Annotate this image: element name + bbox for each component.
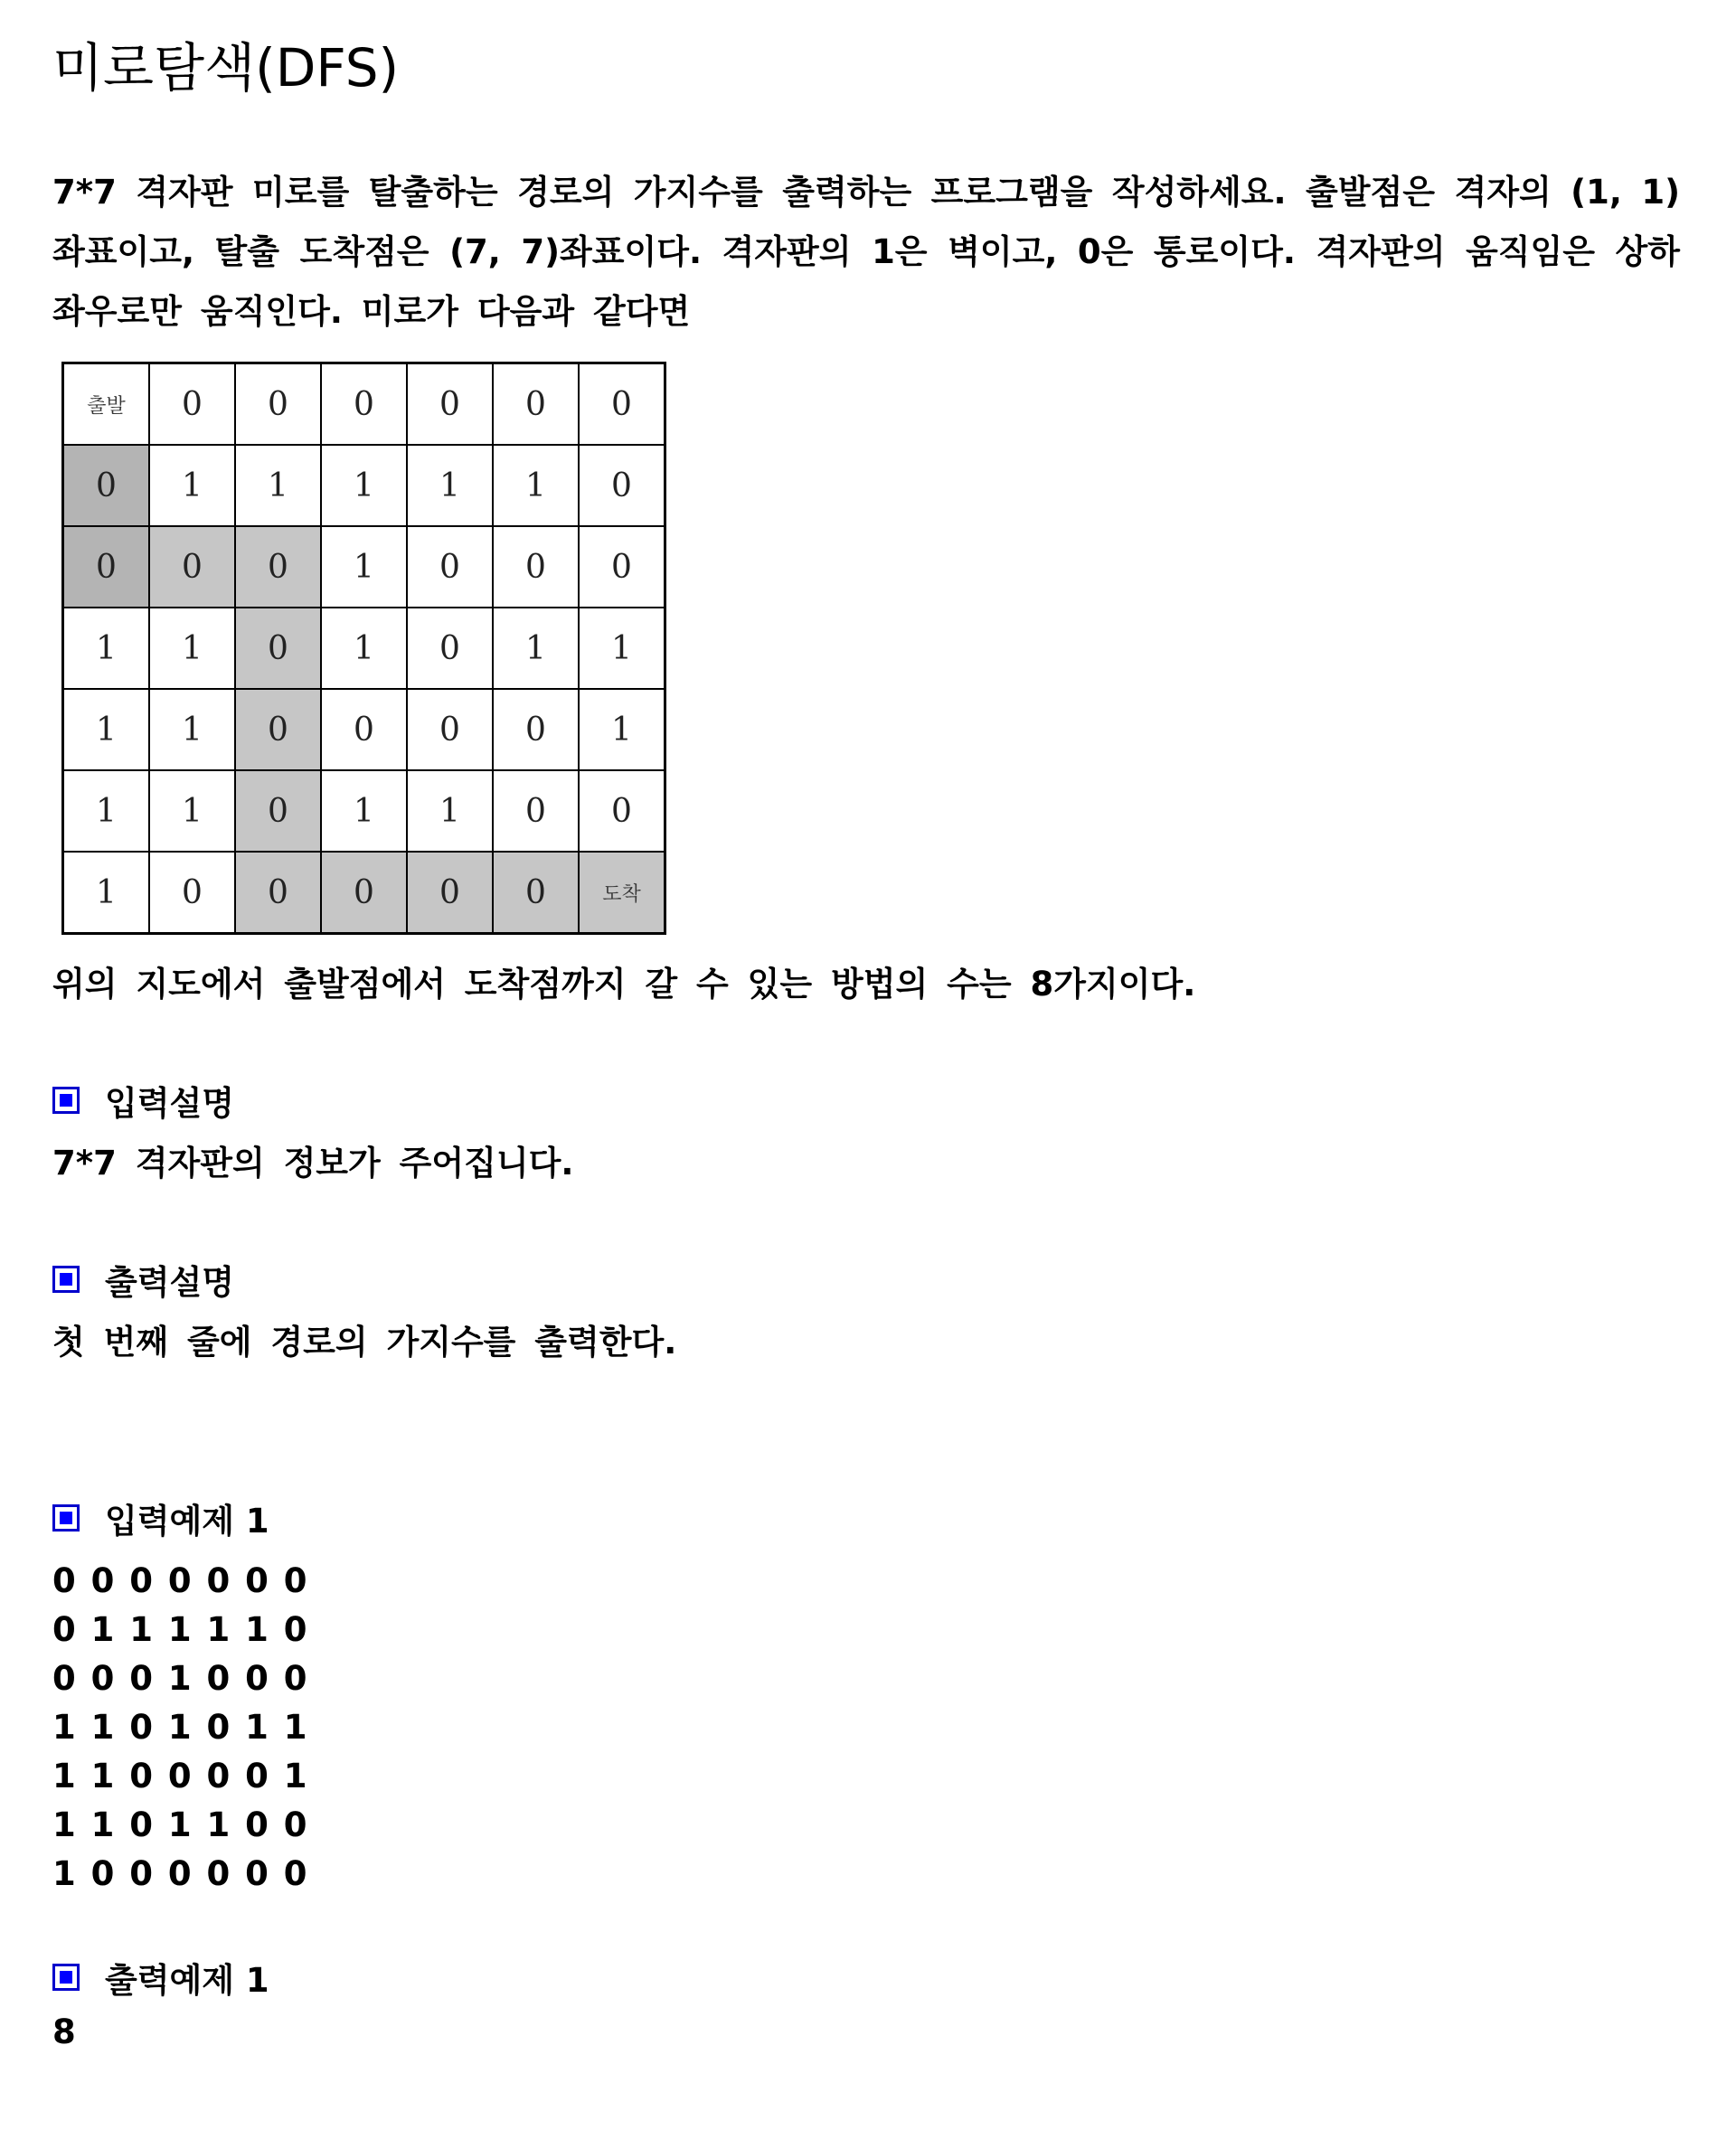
maze-cell: 0 <box>407 526 493 608</box>
blue-square-icon <box>52 1266 80 1293</box>
maze-cell: 0 <box>407 608 493 689</box>
maze-cell: 0 <box>407 852 493 934</box>
maze-row <box>63 852 665 934</box>
maze-cell: 0 <box>235 770 321 852</box>
maze-cell: 0 <box>235 608 321 689</box>
maze-cell: 0 <box>493 852 579 934</box>
blue-square-icon <box>52 1964 80 1991</box>
maze-cell: 0 <box>63 445 150 526</box>
maze-cell: 0 <box>149 852 235 934</box>
maze-cell: 1 <box>63 608 150 689</box>
maze-cell: 1 <box>63 770 150 852</box>
maze-cell: 0 <box>235 526 321 608</box>
maze-cell: 0 <box>493 770 579 852</box>
maze-cell: 0 <box>493 689 579 770</box>
input-example-heading <box>52 1494 269 1542</box>
maze-cell: 1 <box>321 526 407 608</box>
page-title: 미로탐색(DFS) <box>52 37 400 99</box>
maze-row <box>63 445 665 526</box>
maze-cell: 0 <box>63 526 150 608</box>
maze-cell: 1 <box>579 689 665 770</box>
maze-cell: 1 <box>407 770 493 852</box>
problem-description: 7*7 격자판 미로를 탈출하는 경로의 가지수를 출력하는 프로그램을 작성하세요. 출발점은 격자의 (1, 1) 좌표이고, 탈출 도착점은 (7, 7)좌표이다. 격자판의 1은 벽이고, 0은 통로이다. 격자판의 움직임은 상하좌우로만 움직인다. 미로가 다음과 같다면 <box>52 173 1680 331</box>
output-description-body: 첫 번째 줄에 경로의 가지수를 출력한다. <box>52 1323 677 1362</box>
maze-cell: 0 <box>493 526 579 608</box>
input-description-title: 입력설명 <box>105 1084 234 1123</box>
maze-cell: 1 <box>407 445 493 526</box>
maze-cell: 1 <box>63 689 150 770</box>
maze-cell: 0 <box>407 363 493 446</box>
maze-row <box>63 363 665 446</box>
output-description-title: 출력설명 <box>105 1263 234 1302</box>
maze-row <box>63 770 665 852</box>
input-example-line: 0 1 1 1 1 1 0 <box>52 1610 309 1649</box>
blue-square-icon <box>52 1504 80 1532</box>
maze-start-cell: 출발 <box>63 363 150 446</box>
maze-cell: 0 <box>321 689 407 770</box>
maze-cell: 0 <box>579 363 665 446</box>
input-example-line: 1 1 0 1 0 1 1 <box>52 1708 309 1747</box>
maze-cell: 1 <box>149 608 235 689</box>
blue-square-icon <box>52 1087 80 1114</box>
maze-cell: 1 <box>149 445 235 526</box>
maze-grid <box>61 362 666 935</box>
input-description-heading <box>52 1076 234 1125</box>
maze-cell: 0 <box>493 363 579 446</box>
maze-cell: 1 <box>149 770 235 852</box>
maze-row <box>63 608 665 689</box>
maze-cell: 0 <box>579 770 665 852</box>
maze-cell: 1 <box>321 770 407 852</box>
maze-cell: 1 <box>63 852 150 934</box>
maze-cell: 0 <box>407 689 493 770</box>
output-example-heading <box>52 1953 269 2002</box>
input-example-line: 1 0 0 0 0 0 0 <box>52 1854 309 1893</box>
maze-cell: 0 <box>149 363 235 446</box>
input-example-line: 1 1 0 0 0 0 1 <box>52 1757 309 1795</box>
maze-row <box>63 526 665 608</box>
maze-end-cell: 도착 <box>579 852 665 934</box>
input-example-title: 입력예제 1 <box>105 1502 269 1541</box>
output-example-value: 8 <box>52 2012 76 2051</box>
output-description-heading <box>52 1255 234 1304</box>
input-example-line: 0 0 0 0 0 0 0 <box>52 1561 309 1600</box>
maze-row <box>63 689 665 770</box>
maze-cell: 1 <box>149 689 235 770</box>
input-example-line: 0 0 0 1 0 0 0 <box>52 1659 309 1698</box>
maze-cell: 1 <box>321 608 407 689</box>
maze-cell: 0 <box>149 526 235 608</box>
maze-cell: 0 <box>579 526 665 608</box>
maze-cell: 1 <box>321 445 407 526</box>
input-example-block <box>52 1557 309 1899</box>
input-example-line: 1 1 0 1 1 0 0 <box>52 1805 309 1844</box>
maze-cell: 1 <box>579 608 665 689</box>
maze-cell: 0 <box>579 445 665 526</box>
maze-cell: 0 <box>321 852 407 934</box>
maze-cell: 0 <box>321 363 407 446</box>
input-description-body: 7*7 격자판의 정보가 주어집니다. <box>52 1144 574 1183</box>
maze-cell: 0 <box>235 363 321 446</box>
output-example-title: 출력예제 1 <box>105 1961 269 2000</box>
maze-cell: 0 <box>235 689 321 770</box>
result-text: 위의 지도에서 출발점에서 도착점까지 갈 수 있는 방법의 수는 8가지이다. <box>52 965 1196 1004</box>
maze-cell: 0 <box>235 852 321 934</box>
maze-cell: 1 <box>493 445 579 526</box>
maze-cell: 1 <box>235 445 321 526</box>
maze-cell: 1 <box>493 608 579 689</box>
